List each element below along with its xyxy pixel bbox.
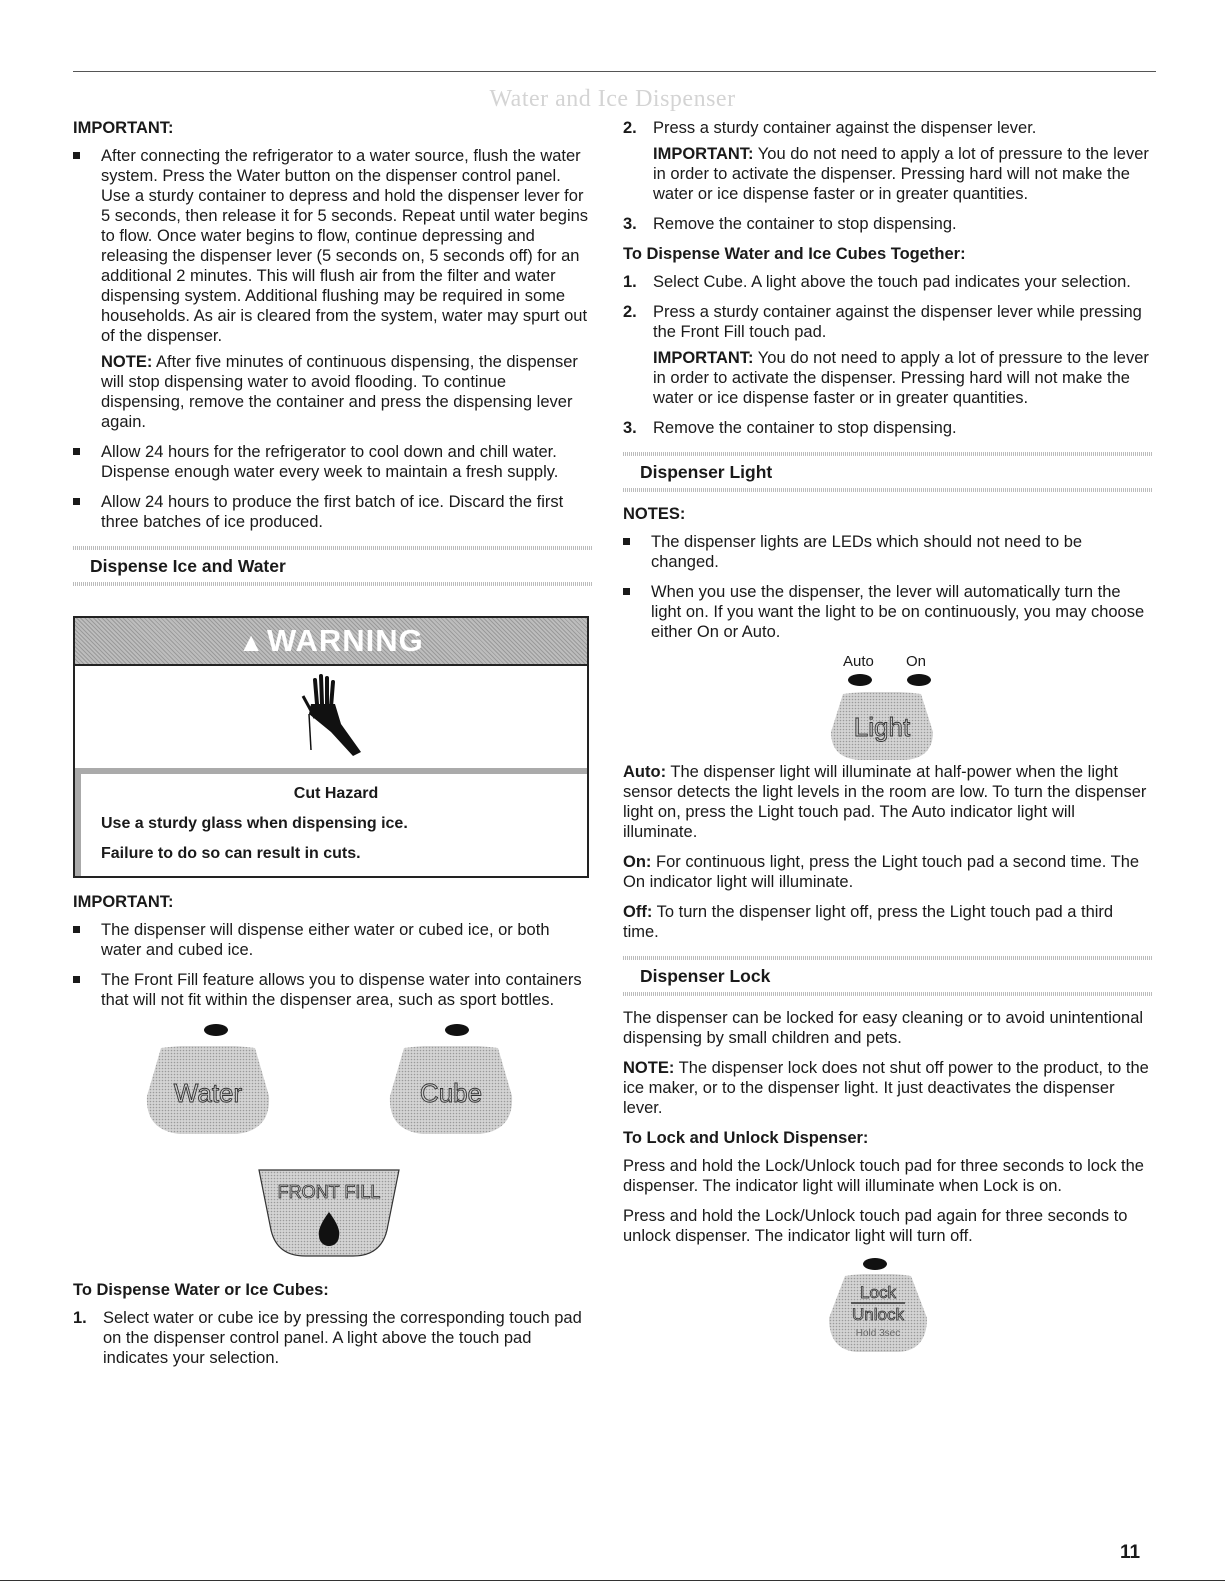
on-indicator-label: On bbox=[906, 653, 927, 670]
section-heading-lock: Dispenser Lock bbox=[623, 956, 1153, 996]
step-item bbox=[623, 214, 1153, 234]
right-column bbox=[623, 118, 1153, 1368]
step-text: Press a sturdy container against the dispenser lever while pressing the Front Fill touch pad. bbox=[653, 303, 1142, 341]
lock-note bbox=[623, 1058, 1153, 1118]
auto-indicator-light bbox=[848, 674, 872, 686]
lock-howto-label: To Lock and Unlock Dispenser: bbox=[623, 1129, 869, 1147]
important-label-2: IMPORTANT: bbox=[73, 893, 174, 911]
list-item: Allow 24 hours for the refrigerator to cool down and chill water. Dispense enough water every week to maintain a fresh supply. bbox=[73, 442, 593, 482]
bottom-rule bbox=[0, 1580, 1225, 1581]
hold-pad-label: Hold 3sec bbox=[855, 1328, 901, 1339]
warning-icon-area bbox=[75, 664, 587, 774]
step-number: 1. bbox=[73, 1309, 87, 1327]
lock-note-label: NOTE: bbox=[623, 1059, 675, 1077]
warning-triangle-icon: ▲ bbox=[238, 627, 265, 657]
step-number: 2. bbox=[623, 303, 637, 321]
step-item bbox=[623, 272, 1153, 292]
section-heading-light: Dispenser Light bbox=[623, 452, 1153, 492]
step-number: 3. bbox=[623, 215, 637, 233]
intro-bullet-list bbox=[73, 146, 593, 532]
note-text: After five minutes of continuous dispensing, the dispenser will stop dispensing water to avoid flooding. To continue dispensing, remove the container and press the dispensing lever again. bbox=[101, 353, 578, 431]
step-text: Press a sturdy container against the dispenser lever. bbox=[653, 119, 1037, 137]
auto-label: Auto: bbox=[623, 763, 667, 781]
lock-pad-illustration bbox=[623, 1258, 1153, 1368]
important-inline-text: You do not need to apply a lot of pressure to the lever in order to activate the dispenser. Pressing hard will not make the water or ice dispense faster or in greater quantities. bbox=[653, 145, 1149, 203]
warning-line-2: Failure to do so can result in cuts. bbox=[101, 845, 361, 862]
step-text: Remove the container to stop dispensing. bbox=[653, 215, 957, 233]
cube-pad-label: Cube bbox=[419, 1078, 483, 1108]
warning-text bbox=[75, 774, 587, 876]
lock-unlock-touch-pad bbox=[823, 1274, 933, 1354]
notes-label: NOTES: bbox=[623, 505, 686, 523]
off-label: Off: bbox=[623, 903, 653, 921]
step-item bbox=[623, 118, 1153, 204]
front-fill-pad-label: FRONT FILL bbox=[277, 1182, 381, 1202]
cut-hazard-hand-icon bbox=[301, 674, 363, 758]
lock-indicator-light bbox=[863, 1258, 887, 1270]
light-pad-label: Light bbox=[853, 712, 911, 742]
list-item: When you use the dispenser, the lever will automatically turn the light on. If you want the light to be on continuously, you may choose either On or Auto. bbox=[623, 582, 1153, 642]
off-paragraph bbox=[623, 902, 1153, 942]
step-item bbox=[73, 1308, 593, 1368]
section-heading-dispense: Dispense Ice and Water bbox=[73, 546, 593, 586]
step-number: 2. bbox=[623, 119, 637, 137]
on-label: On: bbox=[623, 853, 652, 871]
list-item: The Front Fill feature allows you to dispense water into containers that will not fit within the dispenser area, such as sport bottles. bbox=[73, 970, 593, 1010]
cube-indicator-light bbox=[445, 1024, 469, 1036]
front-fill-pad-shape bbox=[255, 1168, 403, 1258]
water-cube-pad-illustration bbox=[73, 1020, 593, 1280]
notes-list bbox=[623, 532, 1153, 642]
off-text: To turn the dispenser light off, press the Light touch pad a third time. bbox=[623, 903, 1114, 941]
warning-title: WARNING bbox=[266, 623, 424, 658]
auto-text: The dispenser light will illuminate at half-power when the light sensor detects the light levels in the room are low. To turn the dispenser light on, press the Light touch pad. The Auto indicator light will illuminate. bbox=[623, 763, 1147, 841]
step-important bbox=[653, 348, 1153, 408]
top-rule bbox=[73, 71, 1156, 72]
important-bullet-list bbox=[73, 920, 593, 1010]
step-text: Select water or cube ice by pressing the corresponding touch pad on the dispenser control panel. A light above the touch pad indicates your selection. bbox=[103, 1309, 582, 1367]
warning-hazard: Cut Hazard bbox=[293, 785, 379, 802]
lock-intro: The dispenser can be locked for easy cleaning or to avoid unintentional dispensing by small children and pets. bbox=[623, 1009, 1144, 1047]
important-label: IMPORTANT: bbox=[73, 119, 174, 137]
lock-paragraph-1: Press and hold the Lock/Unlock touch pad for three seconds to lock the dispenser. The indicator light will illuminate when Lock is on. bbox=[623, 1157, 1144, 1195]
together-label: To Dispense Water and Ice Cubes Together: bbox=[623, 245, 966, 263]
important-inline-label: IMPORTANT: bbox=[653, 349, 754, 367]
lock-note-text: The dispenser lock does not shut off power to the product, to the ice maker, or to the dispenser light. It just deactivates the dispenser lever. bbox=[623, 1059, 1149, 1117]
water-pad-label: Water bbox=[173, 1078, 243, 1108]
step-number: 3. bbox=[623, 419, 637, 437]
list-item: The dispenser lights are LEDs which should not need to be changed. bbox=[623, 532, 1153, 572]
light-pad-shape bbox=[827, 692, 937, 762]
step-text: Remove the container to stop dispensing. bbox=[653, 419, 957, 437]
list-item: The dispenser will dispense either water or cubed ice, or both water and cubed ice. bbox=[73, 920, 593, 960]
dispense-steps-continued bbox=[623, 118, 1153, 234]
front-fill-touch-pad bbox=[255, 1168, 403, 1258]
important-inline-label: IMPORTANT: bbox=[653, 145, 754, 163]
auto-indicator-label: Auto bbox=[843, 653, 874, 670]
together-steps bbox=[623, 272, 1153, 438]
page-number: 11 bbox=[1120, 1542, 1141, 1563]
note-paragraph bbox=[101, 352, 593, 432]
lock-pad-shape bbox=[823, 1274, 933, 1354]
on-paragraph bbox=[623, 852, 1153, 892]
water-indicator-light bbox=[204, 1024, 228, 1036]
dispense-steps bbox=[73, 1308, 593, 1368]
step-item bbox=[623, 302, 1153, 408]
step-item bbox=[623, 418, 1153, 438]
on-text: For continuous light, press the Light touch pad a second time. The On indicator light will illuminate. bbox=[623, 853, 1140, 891]
cube-pad-shape bbox=[386, 1046, 516, 1136]
cube-touch-pad bbox=[386, 1046, 516, 1136]
note-label: NOTE: bbox=[101, 353, 153, 371]
bullet-text: After connecting the refrigerator to a water source, flush the water system. Press the Water button on the dispenser control panel. Use a sturdy container to depress and hold the dispenser lever for 5 seconds, then release it for 5 seconds. Repeat until water begins to flow. Once water begins to flow, continue depressing and releasing the dispenser lever (5 seconds on, 5 seconds off) for an additional 2 minutes. This will flush air from the filter and water dispensing system. Additional flushing may be required in some households. As air is cleared from the system, water may spurt out of the dispenser. bbox=[101, 147, 589, 345]
list-item bbox=[73, 146, 593, 432]
warning-box bbox=[73, 616, 589, 878]
unlock-pad-label: Unlock bbox=[852, 1305, 904, 1324]
step-number: 1. bbox=[623, 273, 637, 291]
step-text: Select Cube. A light above the touch pad indicates your selection. bbox=[653, 273, 1131, 291]
to-dispense-label: To Dispense Water or Ice Cubes: bbox=[73, 1281, 329, 1299]
water-touch-pad bbox=[143, 1046, 273, 1136]
list-item: Allow 24 hours to produce the first batch of ice. Discard the first three batches of ice produced. bbox=[73, 492, 593, 532]
lock-pad-label: Lock bbox=[860, 1283, 896, 1302]
warning-header bbox=[75, 618, 587, 664]
light-pad-illustration bbox=[623, 652, 1153, 762]
important-inline-text: You do not need to apply a lot of pressure to the lever in order to activate the dispenser. Pressing hard will not make the water or ice dispense faster or in greater quantities. bbox=[653, 349, 1149, 407]
on-indicator-light bbox=[907, 674, 931, 686]
warning-line-1: Use a sturdy glass when dispensing ice. bbox=[101, 815, 408, 832]
light-touch-pad bbox=[827, 692, 937, 762]
water-pad-shape bbox=[143, 1046, 273, 1136]
auto-paragraph bbox=[623, 762, 1153, 842]
left-column bbox=[73, 118, 593, 1378]
page-title: Water and Ice Dispenser bbox=[489, 86, 736, 112]
step-important bbox=[653, 144, 1153, 204]
lock-paragraph-2: Press and hold the Lock/Unlock touch pad again for three seconds to unlock dispenser. The indicator light will turn off. bbox=[623, 1207, 1128, 1245]
